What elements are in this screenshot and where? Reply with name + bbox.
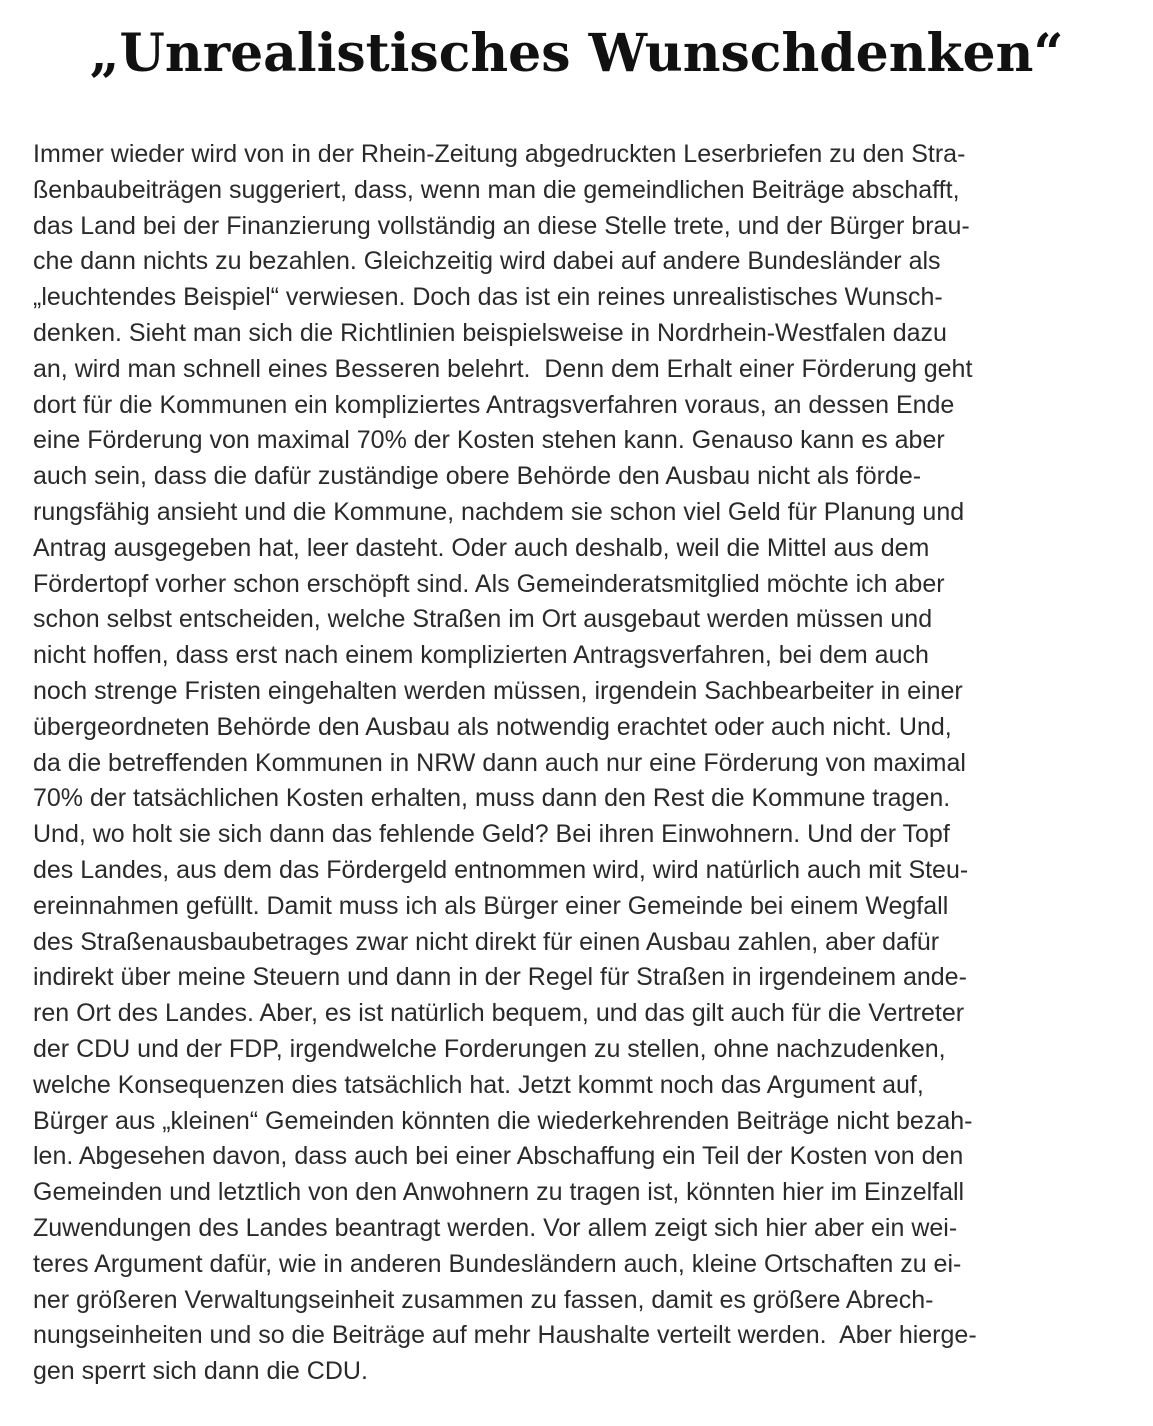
- article-body-line: ßenbaubeiträgen suggeriert, dass, wenn man die gemeindlichen Beiträge abschafft,: [33, 175, 960, 204]
- article-headline: „Unrealistisches Wunschdenken“: [89, 23, 1064, 84]
- article-body-line: noch strenge Fristen eingehalten werden müssen, irgendein Sachbearbeiter in einer: [33, 676, 963, 705]
- article-body-line: eine Förderung von maximal 70% der Kosten stehen kann. Genauso kann es aber: [33, 426, 945, 455]
- article-body-line: übergeordneten Behörde den Ausbau als notwendig erachtet oder auch nicht. Und,: [33, 712, 952, 741]
- article-body-line: auch sein, dass die dafür zuständige obere Behörde den Ausbau nicht als förde-: [33, 462, 922, 491]
- article-body-line: des Straßenausbaubetrages zwar nicht direkt für einen Ausbau zahlen, aber dafür: [33, 927, 940, 956]
- article-body: [33, 137, 1133, 1390]
- article-body-line: an, wird man schnell eines Besseren belehrt. Denn dem Erhalt einer Förderung geht: [33, 354, 973, 383]
- article-body-line: „leuchtendes Beispiel“ verwiesen. Doch das ist ein reines unrealistisches Wunsch-: [33, 283, 943, 312]
- article-body-line: Immer wieder wird von in der Rhein-Zeitung abgedruckten Leserbriefen zu den Stra-: [33, 140, 966, 168]
- article-body-line: nungseinheiten und so die Beiträge auf mehr Haushalte verteilt werden. Aber hierge-: [33, 1321, 977, 1350]
- article-body-line: ner größeren Verwaltungseinheit zusammen zu fassen, damit es größere Abrech-: [33, 1285, 934, 1314]
- article-body-line: nicht hoffen, dass erst nach einem komplizierten Antragsverfahren, bei dem auch: [33, 641, 929, 670]
- article-body-line: schon selbst entscheiden, welche Straßen im Ort ausgebaut werden müssen und: [33, 605, 933, 634]
- article-body-line: Gemeinden und letztlich von den Anwohnern zu tragen ist, könnten hier im Einzelfall: [33, 1178, 965, 1207]
- article-body-line: len. Abgesehen davon, dass auch bei einer Abschaffung ein Teil der Kosten von den: [33, 1142, 964, 1171]
- article-body-line: ereinnahmen gefüllt. Damit muss ich als Bürger einer Gemeinde bei einem Wegfall: [33, 891, 949, 920]
- article-body-line: ren Ort des Landes. Aber, es ist natürlich bequem, und das gilt auch für die Vertreter: [33, 999, 965, 1028]
- article-body-line: Und, wo holt sie sich dann das fehlende Geld? Bei ihren Einwohnern. Und der Topf: [33, 820, 950, 849]
- article-body-line: teres Argument dafür, wie in anderen Bundesländern auch, kleine Ortschaften zu ei-: [33, 1249, 962, 1278]
- article-body-line: dort für die Kommunen ein kompliziertes Antragsverfahren voraus, an dessen Ende: [33, 390, 955, 419]
- article-body-line: 70% der tatsächlichen Kosten erhalten, muss dann den Rest die Kommune tragen.: [33, 784, 951, 813]
- article-body-line: welche Konsequenzen dies tatsächlich hat. Jetzt kommt noch das Argument auf,: [33, 1070, 924, 1099]
- article-body-line: Bürger aus „kleinen“ Gemeinden könnten die wiederkehrenden Beiträge nicht bezah-: [33, 1106, 973, 1135]
- article-body-line: das Land bei der Finanzierung vollständig an diese Stelle trete, und der Bürger brau-: [33, 211, 970, 240]
- article-body-line: che dann nichts zu bezahlen. Gleichzeitig wird dabei auf andere Bundesländer als: [33, 247, 941, 276]
- article-body-line: des Landes, aus dem das Fördergeld entnommen wird, wird natürlich auch mit Steu-: [33, 855, 969, 884]
- article-body-line: rungsfähig ansieht und die Kommune, nachdem sie schon viel Geld für Planung und: [33, 497, 965, 526]
- article-body-line: gen sperrt sich dann die CDU.: [33, 1357, 368, 1386]
- article-body-line: denken. Sieht man sich die Richtlinien beispielsweise in Nordrhein-Westfalen dazu: [33, 318, 947, 347]
- article-body-line: da die betreffenden Kommunen in NRW dann auch nur eine Förderung von maximal: [33, 748, 966, 777]
- article-body-line: indirekt über meine Steuern und dann in der Regel für Straßen in irgendeinem ande-: [33, 963, 967, 992]
- article-body-line: Fördertopf vorher schon erschöpft sind. Als Gemeinderatsmitglied möchte ich aber: [33, 569, 945, 598]
- article-body-line: Zuwendungen des Landes beantragt werden. Vor allem zeigt sich hier aber ein wei-: [33, 1213, 958, 1242]
- article-body-line: Antrag ausgegeben hat, leer dasteht. Oder auch deshalb, weil die Mittel aus dem: [33, 533, 930, 562]
- article-body-line: der CDU und der FDP, irgendwelche Forderungen zu stellen, ohne nachzudenken,: [33, 1034, 946, 1063]
